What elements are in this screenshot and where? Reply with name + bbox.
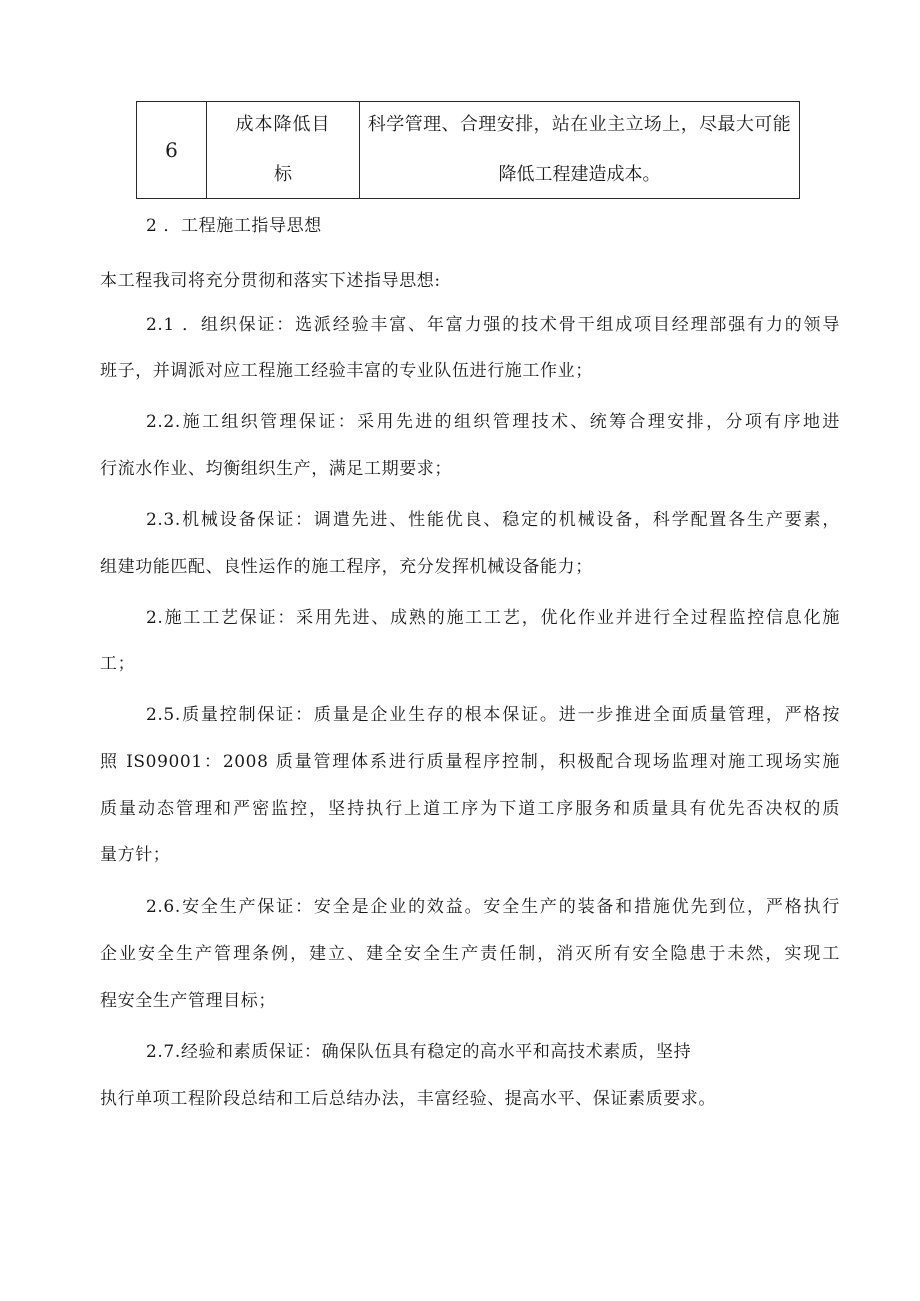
item-2-3-line-1: 2.3.机械设备保证：调遣先进、性能优良、稳定的机械设备，科学配置各生产要素， — [146, 510, 840, 530]
goals-table — [136, 101, 800, 199]
goal-name-line-1: 成本降低目 — [235, 114, 331, 135]
item-2-4-line-1: 2.施工工艺保证：采用先进、成熟的施工工艺，优化作业并进行全过程监控信息化施 — [146, 608, 840, 628]
item-2-2-line-2: 行流水作业、均衡组织生产，满足工期要求； — [100, 459, 452, 479]
item-2-3-line-2: 组建功能匹配、良性运作的施工程序，充分发挥机械设备能力； — [100, 557, 593, 577]
goal-description-line-2: 降低工程建造成本。 — [498, 164, 661, 185]
item-2-5-line-3: 质量动态管理和严密监控，坚持执行上道工序为下道工序服务和质量具有优先否决权的质 — [100, 799, 840, 819]
goal-description-line-1: 科学管理、合理安排，站在业主立场上，尽最大可能 — [367, 114, 792, 135]
row-number-cell — [137, 102, 207, 199]
item-2-7-line-2: 执行单项工程阶段总结和工后总结办法，丰富经验、提高水平、保证素质要求。 — [100, 1089, 716, 1109]
item-2-5-line-1: 2.5.质量控制保证：质量是企业生存的根本保证。进一步推进全面质量管理，严格按 — [146, 705, 840, 725]
section-heading: 2 ．工程施工指导思想 — [146, 216, 322, 236]
section-intro: 本工程我司将充分贯彻和落实下述指导思想: — [100, 271, 441, 291]
item-2-1-line-1: 2.1 ．组织保证：选派经验丰富、年富力强的技术骨干组成项目经理部强有力的领导 — [146, 315, 840, 335]
goal-description-cell — [360, 102, 800, 199]
item-2-6-line-1: 2.6.安全生产保证：安全是企业的效益。安全生产的装备和措施优先到位，严格执行 — [146, 897, 840, 917]
item-2-1-line-2: 班子，并调派对应工程施工经验丰富的专业队伍进行施工作业； — [100, 361, 593, 381]
item-2-5-line-4: 量方针； — [100, 845, 171, 865]
goal-name-line-2: 标 — [274, 164, 292, 185]
goal-name-cell — [207, 102, 360, 199]
table-row — [137, 102, 800, 199]
item-2-6-line-2: 企业安全生产管理条例，建立、建全安全生产责任制，消灭所有安全隐患于未然，实现工 — [100, 944, 840, 964]
row-number: 6 — [165, 138, 178, 162]
item-2-5-line-2: 照 IS09001：2008 质量管理体系进行质量程序控制，积极配合现场监理对施工现场实施 — [100, 752, 840, 772]
item-2-6-line-3: 程安全生产管理目标； — [100, 991, 276, 1011]
item-2-7-line-1: 2.7.经验和素质保证：确保队伍具有稳定的高水平和高技术素质，坚持 — [146, 1042, 692, 1062]
item-2-2-line-1: 2.2.施工组织管理保证：采用先进的组织管理技术、统筹合理安排，分项有序地进 — [146, 412, 840, 432]
item-2-4-line-2: 工； — [100, 654, 136, 674]
